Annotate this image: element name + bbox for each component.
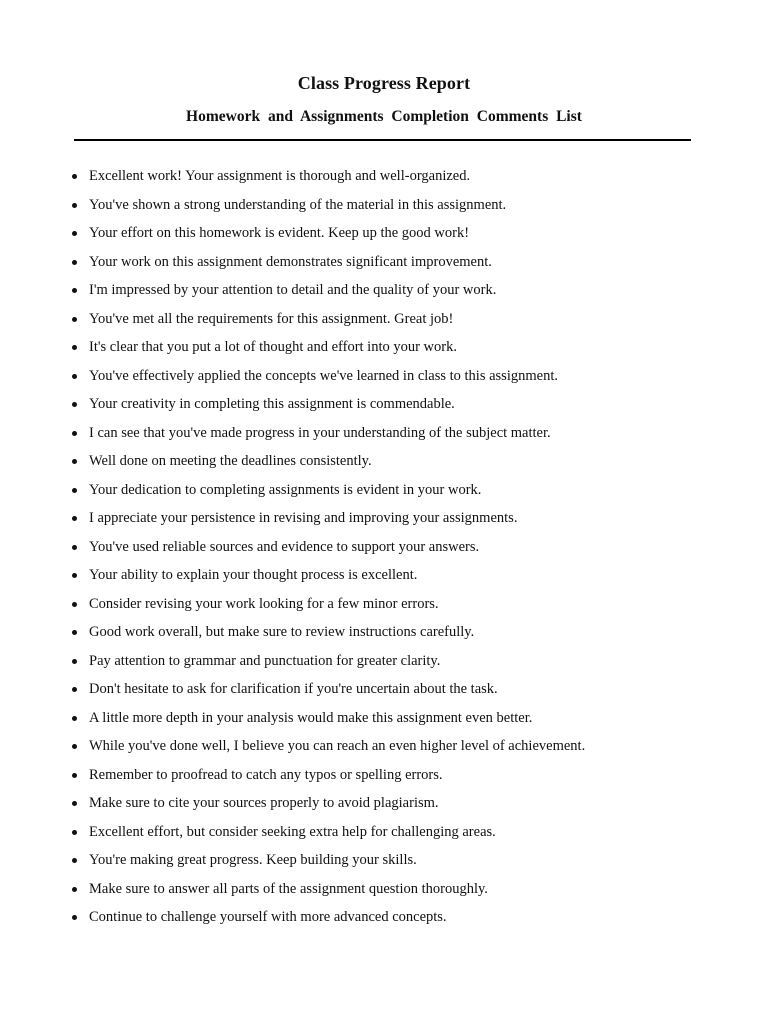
- comment-item: [0, 903, 585, 932]
- comment-item: [0, 191, 585, 220]
- comment-item: [0, 447, 585, 476]
- comment-item: [0, 219, 585, 248]
- comment-text: Your effort on this homework is evident. Keep up the good work!: [89, 225, 470, 241]
- bullet-icon: [72, 231, 77, 236]
- document-title: Class Progress Report: [297, 73, 471, 93]
- comment-text: You've shown a strong understanding of the material in this assignment.: [89, 196, 507, 213]
- bullet-icon: [72, 374, 77, 379]
- comment-item: [0, 704, 585, 733]
- comment-item: [0, 333, 585, 362]
- comment-text: Don't hesitate to ask for clarification if you're uncertain about the task.: [89, 681, 498, 697]
- bullet-icon: [72, 744, 77, 749]
- bullet-icon: [72, 659, 77, 664]
- bullet-icon: [72, 260, 77, 265]
- comment-text: Your dedication to completing assignments is evident in your work.: [89, 481, 482, 498]
- comment-text: Continue to challenge yourself with more advanced concepts.: [89, 909, 447, 925]
- comment-item: [0, 561, 585, 590]
- comment-item: [0, 305, 585, 334]
- comment-text: Your creativity in completing this assignment is commendable.: [89, 396, 455, 412]
- bullet-icon: [72, 716, 77, 721]
- comment-text: Pay attention to grammar and punctuation for greater clarity.: [89, 652, 441, 669]
- comment-item: [0, 504, 585, 533]
- comment-text: You've used reliable sources and evidence to support your answers.: [89, 538, 480, 555]
- bullet-icon: [72, 203, 77, 208]
- comment-item: [0, 618, 585, 647]
- comment-text: I can see that you've made progress in your understanding of the subject matter.: [89, 424, 551, 441]
- bullet-icon: [72, 431, 77, 436]
- bullet-icon: [72, 459, 77, 464]
- comment-item: [0, 732, 585, 761]
- comment-item: [0, 476, 585, 505]
- comment-text: I'm impressed by your attention to detail and the quality of your work.: [89, 282, 497, 298]
- comment-item: [0, 276, 585, 305]
- bullet-icon: [72, 573, 77, 578]
- bullet-icon: [72, 773, 77, 778]
- comment-text: Well done on meeting the deadlines consistently.: [89, 453, 372, 469]
- comment-item: [0, 362, 585, 391]
- comment-text: Make sure to cite your sources properly to avoid plagiarism.: [89, 795, 439, 811]
- comment-text: Consider revising your work looking for a few minor errors.: [89, 595, 439, 612]
- bullet-icon: [72, 801, 77, 806]
- comment-text: I appreciate your persistence in revising and improving your assignments.: [89, 510, 518, 526]
- comment-text: You've met all the requirements for this assignment. Great job!: [89, 310, 454, 327]
- comment-text: Your ability to explain your thought process is excellent.: [89, 567, 418, 583]
- comment-text: Make sure to answer all parts of the assignment question thoroughly.: [89, 880, 488, 897]
- bullet-icon: [72, 915, 77, 920]
- comment-text: Remember to proofread to catch any typos or spelling errors.: [89, 766, 443, 783]
- comment-item: [0, 875, 585, 904]
- bullet-icon: [72, 345, 77, 350]
- comment-item: [0, 761, 585, 790]
- comment-text: Excellent effort, but consider seeking extra help for challenging areas.: [89, 823, 496, 840]
- comment-item: [0, 390, 585, 419]
- comment-text: You're making great progress. Keep building your skills.: [89, 852, 417, 868]
- comment-item: [0, 818, 585, 847]
- title-divider: [74, 139, 691, 141]
- comment-text: Good work overall, but make sure to review instructions carefully.: [89, 624, 475, 640]
- comment-item: [0, 533, 585, 562]
- bullet-icon: [72, 830, 77, 835]
- comments-list: [0, 162, 585, 932]
- bullet-icon: [72, 887, 77, 892]
- bullet-icon: [72, 288, 77, 293]
- comment-text: While you've done well, I believe you can reach an even higher level of achievement.: [89, 738, 586, 754]
- comment-item: [0, 419, 585, 448]
- bullet-icon: [72, 687, 77, 692]
- comment-item: [0, 675, 585, 704]
- comment-item: [0, 789, 585, 818]
- bullet-icon: [72, 488, 77, 493]
- comment-text: You've effectively applied the concepts we've learned in class to this assignment.: [89, 367, 558, 384]
- comment-item: [0, 590, 585, 619]
- bullet-icon: [72, 602, 77, 607]
- bullet-icon: [72, 174, 77, 179]
- document-subtitle: Homework and Assignments Completion Comments List: [186, 108, 582, 125]
- comment-item: [0, 647, 585, 676]
- bullet-icon: [72, 545, 77, 550]
- comment-item: [0, 162, 585, 191]
- comment-item: [0, 846, 585, 875]
- comment-text: Excellent work! Your assignment is thorough and well-organized.: [89, 168, 471, 184]
- comment-item: [0, 248, 585, 277]
- comment-text: A little more depth in your analysis would make this assignment even better.: [89, 709, 533, 726]
- bullet-icon: [72, 630, 77, 635]
- bullet-icon: [72, 858, 77, 863]
- comment-text: It's clear that you put a lot of thought and effort into your work.: [89, 339, 457, 355]
- bullet-icon: [72, 402, 77, 407]
- bullet-icon: [72, 317, 77, 322]
- comment-text: Your work on this assignment demonstrates significant improvement.: [89, 253, 492, 270]
- bullet-icon: [72, 516, 77, 521]
